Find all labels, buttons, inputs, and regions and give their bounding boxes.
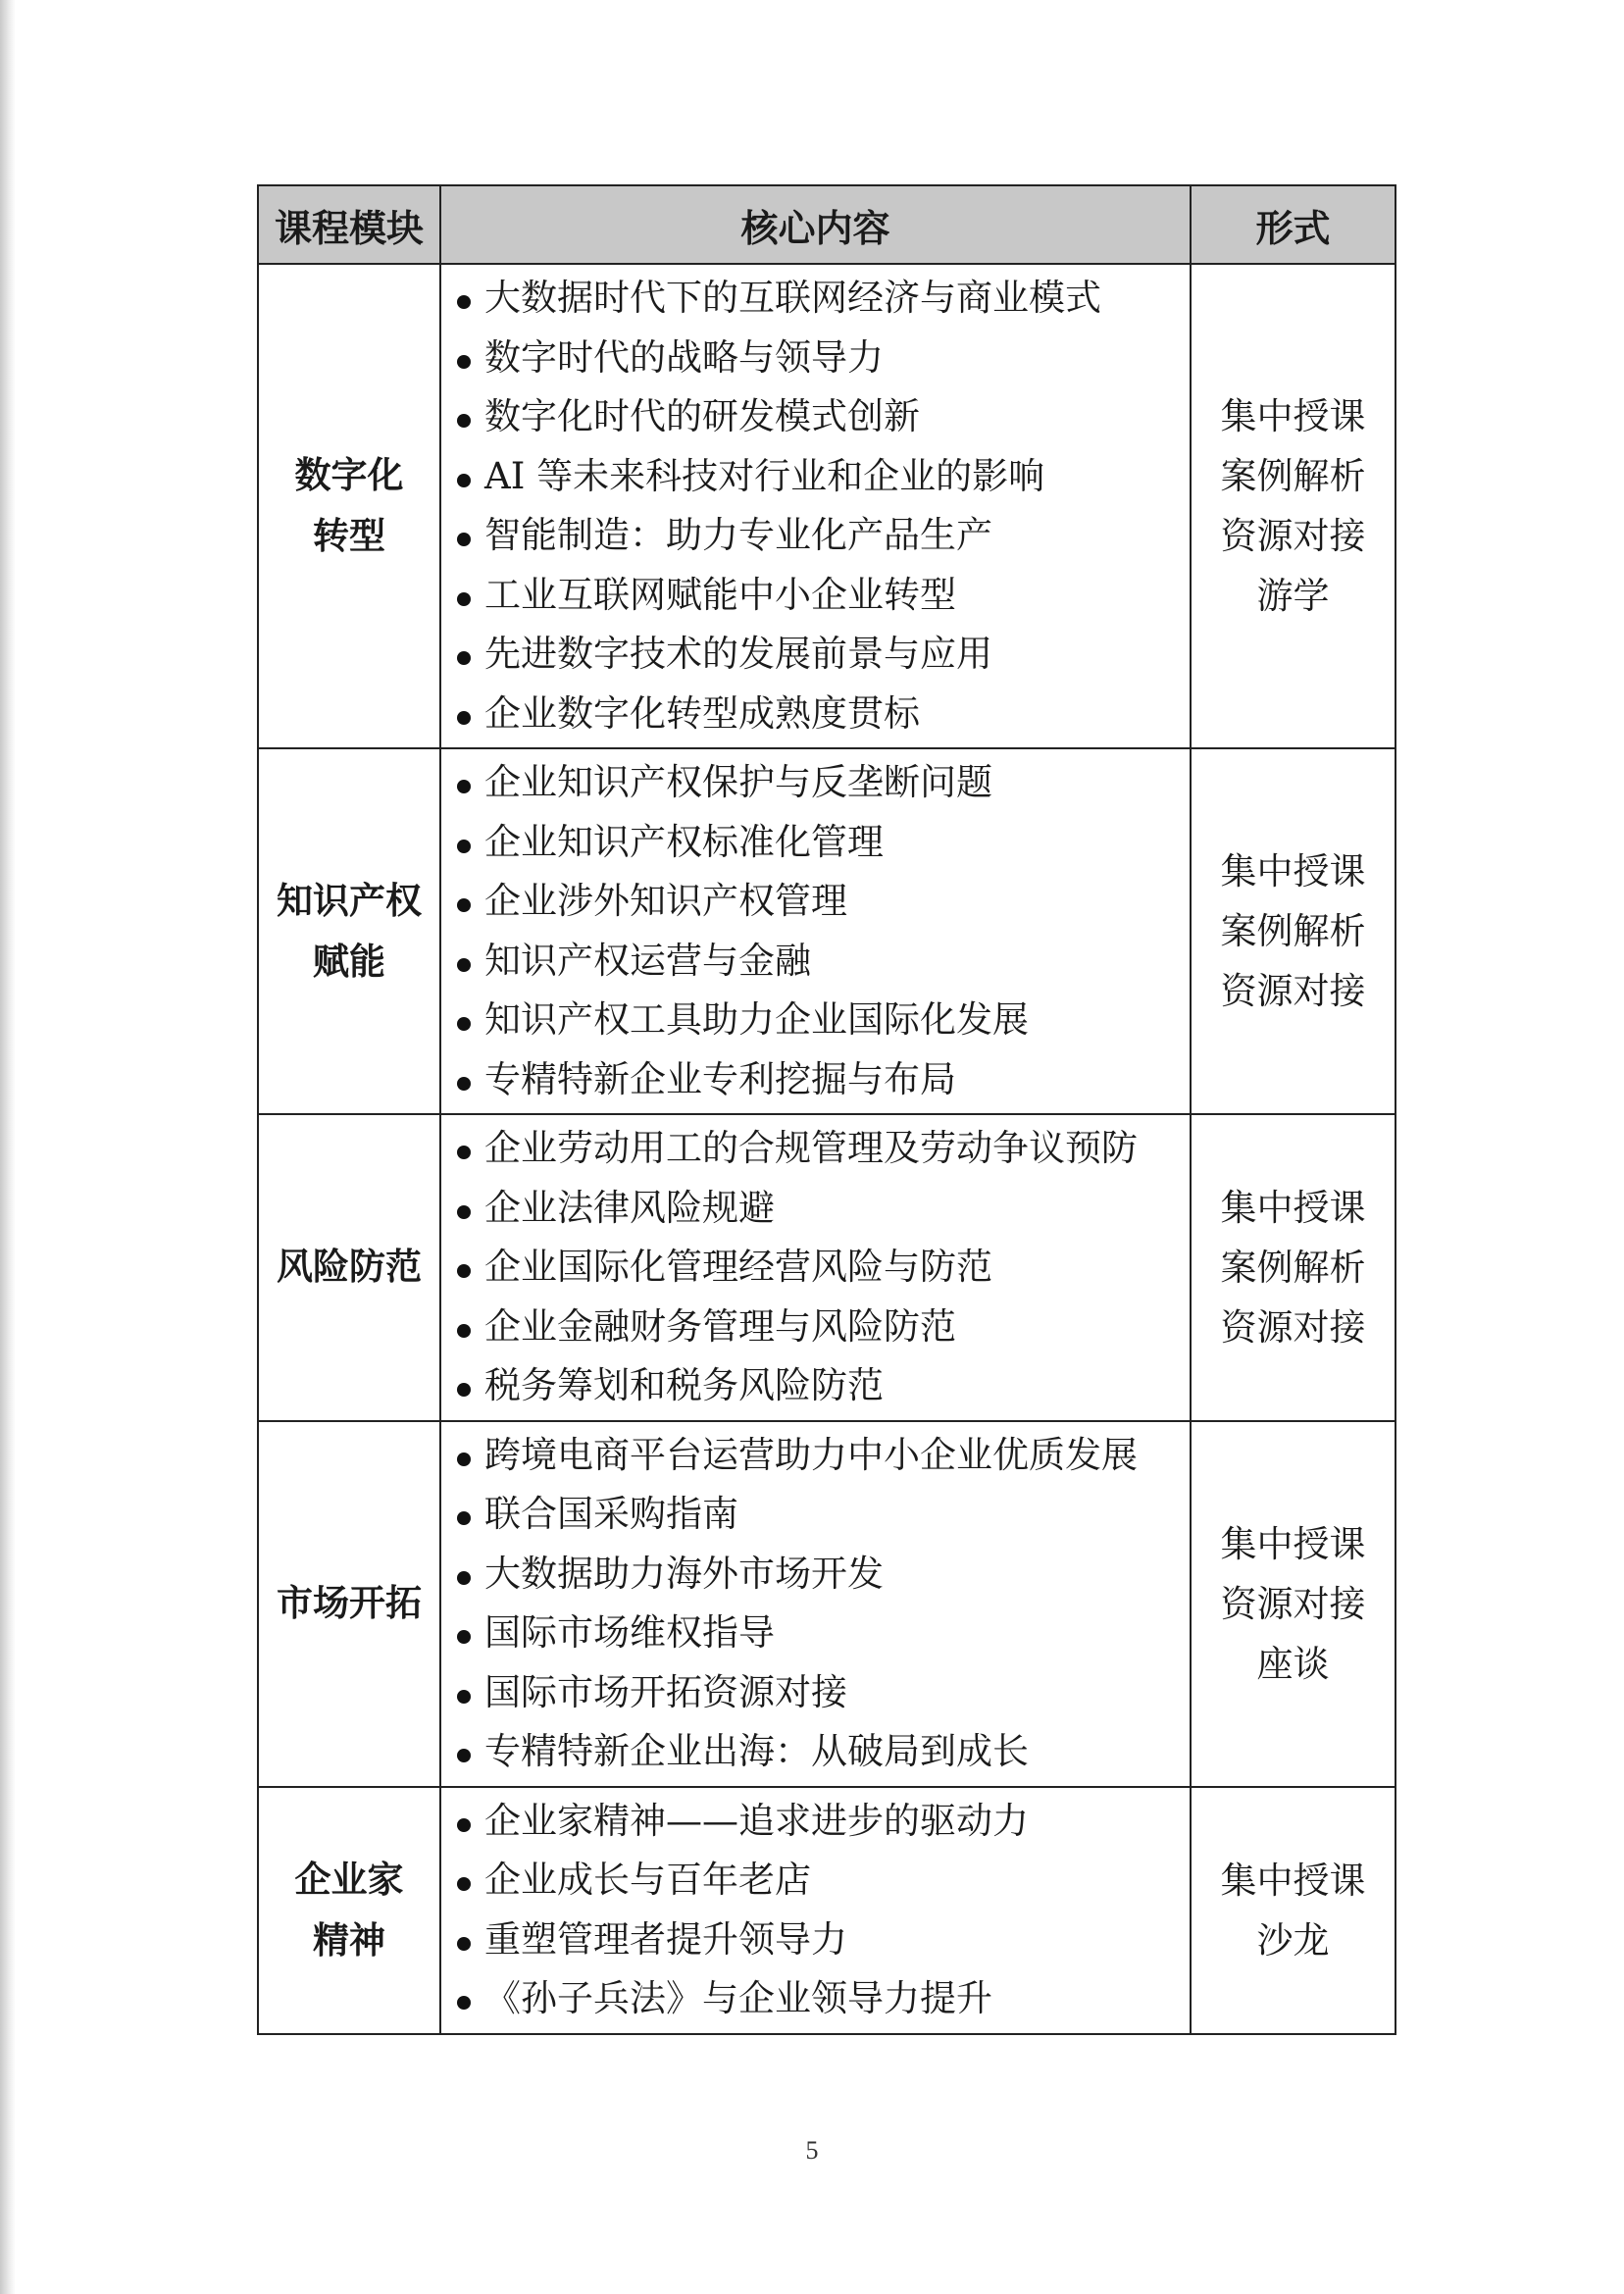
list-item: 企业知识产权保护与反垄断问题 <box>455 753 1190 813</box>
form-cell <box>1191 748 1396 1114</box>
list-item: 数字化时代的研发模式创新 <box>455 387 1190 447</box>
list-item: 大数据助力海外市场开发 <box>455 1545 1190 1605</box>
form-cell <box>1191 264 1396 748</box>
list-item: 知识产权工具助力企业国际化发展 <box>455 991 1190 1050</box>
module-name: 转型 <box>313 515 385 557</box>
list-item: 智能制造：助力专业化产品生产 <box>455 506 1190 566</box>
form-item: 资源对接 <box>1220 515 1366 557</box>
form-item: 沙龙 <box>1256 1918 1330 1962</box>
header-module: 课程模块 <box>258 185 440 264</box>
module-name: 风险防范 <box>277 1246 422 1289</box>
module-name: 企业家 <box>294 1858 404 1901</box>
list-item: 企业劳动用工的合规管理及劳动争议预防 <box>455 1119 1190 1179</box>
form-item: 案例解析 <box>1220 910 1366 952</box>
module-name: 数字化 <box>294 454 404 496</box>
header-content: 核心内容 <box>440 185 1191 264</box>
table-row <box>258 1421 1396 1787</box>
table-row <box>258 264 1396 748</box>
list-item: 企业金融财务管理与风险防范 <box>455 1298 1190 1357</box>
table-header <box>258 185 1396 264</box>
page-number: 5 <box>805 2136 819 2165</box>
list-item: 知识产权运营与金融 <box>455 932 1190 992</box>
list-item: 大数据时代下的互联网经济与商业模式 <box>455 269 1190 329</box>
list-item: 税务筹划和税务风险防范 <box>455 1356 1190 1416</box>
list-item: 企业成长与百年老店 <box>455 1851 1190 1911</box>
list-item: 国际市场维权指导 <box>455 1604 1190 1663</box>
form-item: 集中授课 <box>1220 1186 1366 1229</box>
module-cell <box>258 748 440 1114</box>
header-row <box>258 185 1396 264</box>
form-item: 资源对接 <box>1220 1305 1366 1349</box>
content-cell <box>440 1787 1191 2034</box>
module-name: 赋能 <box>313 940 385 983</box>
module-cell <box>258 264 440 748</box>
module-name: 精神 <box>313 1918 385 1962</box>
table-body <box>258 264 1396 2034</box>
list-item: 专精特新企业出海：从破局到成长 <box>455 1722 1190 1782</box>
list-item: 《孙子兵法》与企业领导力提升 <box>455 1969 1190 2029</box>
form-item: 集中授课 <box>1220 850 1366 892</box>
header-form: 形式 <box>1191 185 1396 264</box>
table-row <box>258 748 1396 1114</box>
table-row <box>258 1114 1396 1421</box>
module-name: 知识产权 <box>277 879 422 922</box>
form-item: 集中授课 <box>1220 1522 1366 1565</box>
list-item: 先进数字技术的发展前景与应用 <box>455 625 1190 685</box>
list-item: 企业涉外知识产权管理 <box>455 872 1190 932</box>
content-list <box>455 753 1190 1109</box>
form-cell <box>1191 1421 1396 1787</box>
table-row <box>258 1787 1396 2034</box>
list-item: 企业数字化转型成熟度贯标 <box>455 685 1190 744</box>
content-list <box>455 1792 1190 2029</box>
content-list <box>455 1119 1190 1416</box>
form-item: 资源对接 <box>1220 970 1366 1012</box>
content-cell <box>440 264 1191 748</box>
list-item: 企业知识产权标准化管理 <box>455 813 1190 873</box>
module-cell <box>258 1421 440 1787</box>
list-item: 国际市场开拓资源对接 <box>455 1663 1190 1723</box>
form-cell <box>1191 1787 1396 2034</box>
form-item: 座谈 <box>1256 1642 1330 1685</box>
content-cell <box>440 1114 1191 1421</box>
list-item: 重塑管理者提升领导力 <box>455 1911 1190 1970</box>
list-item: 跨境电商平台运营助力中小企业优质发展 <box>455 1426 1190 1486</box>
content-cell <box>440 748 1191 1114</box>
list-item: 工业互联网赋能中小企业转型 <box>455 566 1190 626</box>
content-list <box>455 269 1190 743</box>
list-item: AI 等未来科技对行业和企业的影响 <box>455 447 1190 507</box>
form-cell <box>1191 1114 1396 1421</box>
course-table <box>257 184 1396 2035</box>
list-item: 专精特新企业专利挖掘与布局 <box>455 1050 1190 1110</box>
list-item: 联合国采购指南 <box>455 1485 1190 1545</box>
content-cell <box>440 1421 1191 1787</box>
module-cell <box>258 1787 440 2034</box>
list-item: 数字时代的战略与领导力 <box>455 329 1190 388</box>
form-item: 集中授课 <box>1220 395 1366 437</box>
form-item: 案例解析 <box>1220 1246 1366 1289</box>
list-item: 企业国际化管理经营风险与防范 <box>455 1238 1190 1298</box>
form-item: 集中授课 <box>1220 1859 1366 1902</box>
form-item: 资源对接 <box>1220 1582 1366 1625</box>
module-cell <box>258 1114 440 1421</box>
scan-edge-shadow <box>0 0 16 2294</box>
module-name: 市场开拓 <box>277 1582 422 1624</box>
list-item: 企业法律风险规避 <box>455 1179 1190 1239</box>
content-list <box>455 1426 1190 1782</box>
form-item: 游学 <box>1256 575 1330 617</box>
form-item: 案例解析 <box>1220 455 1366 497</box>
list-item: 企业家精神——追求进步的驱动力 <box>455 1792 1190 1852</box>
